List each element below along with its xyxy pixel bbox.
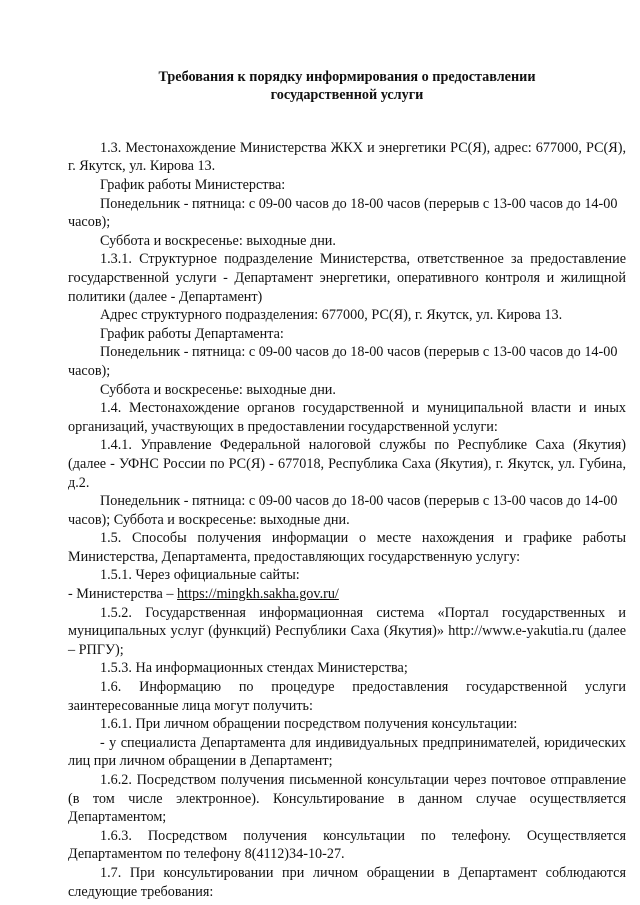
paragraph-1-3: 1.3. Местонахождение Министерства ЖКХ и энергетики РС(Я), адрес: 677000, РС(Я), г. Якутск, ул. Кирова 13. (68, 139, 626, 175)
paragraph-department-address: Адрес структурного подразделения: 677000, РС(Я), г. Якутск, ул. Кирова 13. (100, 307, 563, 324)
paragraph-1-7: 1.7. При консультировании при личном обращении в Департамент соблюдаются следующие требования: (68, 864, 626, 900)
paragraph-1-6-3: 1.6.3. Посредством получения консультации по телефону. Осуществляется Департаментом по телефону 8(4112)34-10-27. (68, 827, 626, 863)
paragraph-department-specialist: - у специалиста Департамента для индивидуальных предпринимателей, юридических лиц при личном обращении в Департамент; (68, 734, 626, 770)
ministry-site-label: - Министерства – (68, 586, 178, 603)
paragraph-1-6-1: 1.6.1. При личном обращении посредством получения консультации: (100, 716, 518, 733)
document-title (68, 68, 626, 105)
paragraph-1-4: 1.4. Местонахождение органов государственной и муниципальной власти и иных организаций, участвующих в предоставлении государственной услуги: (68, 400, 626, 435)
document-page (68, 68, 626, 901)
paragraph-department-weekend: Суббота и воскресенье: выходные дни. (100, 381, 336, 398)
paragraph-ufns-schedule: Понедельник - пятница: с 09-00 часов до 18-00 часов (перерыв с 13-00 часов до 14-00 часов); Суббота и воскресенье: выходные дни. (68, 493, 618, 528)
paragraph-1-5: 1.5. Способы получения информации о месте нахождения и графике работы Министерства, Департамента, предоставляющих государственную услугу: (68, 530, 626, 565)
paragraph-1-6: 1.6. Информацию по процедуре предоставления государственной услуги заинтересованные лица могут получить: (68, 679, 626, 714)
paragraph-1-5-1: 1.5.1. Через официальные сайты: (100, 567, 300, 584)
paragraph-department-schedule-heading: График работы Департамента: (100, 325, 284, 342)
paragraph-1-6-2: 1.6.2. Посредством получения письменной консультации через почтовое отправление (в том числе электронное). Консультирование в данном случае осуществляется Департаментом; (68, 772, 626, 826)
paragraph-1-4-1: 1.4.1. Управление Федеральной налоговой службы по Республике Саха (Якутия) (далее - УФНС России по РС(Я) - 677018, Республика Саха (Якутия), г. Якутск, ул. Губина, д.2. (68, 437, 626, 491)
paragraph-1-3-1: 1.3.1. Структурное подразделение Министерства, ответственное за предоставление государственной услуги - Департамент энергетики, оперативного контроля и жилищной политики (далее - Департамент) (68, 251, 626, 305)
title-line-2: государственной услуги (270, 87, 424, 104)
paragraph-department-weekdays: Понедельник - пятница: с 09-00 часов до 18-00 часов (перерыв с 13-00 часов до 14-00 часов); (68, 344, 618, 379)
paragraph-ministry-schedule-heading: График работы Министерства: (100, 177, 286, 193)
paragraph-ministry-weekdays: Понедельник - пятница: с 09-00 часов до 18-00 часов (перерыв с 13-00 часов до 14-00 часов); (68, 195, 618, 231)
paragraph-ministry-site (68, 585, 626, 604)
ministry-site-link[interactable]: https://mingkh.sakha.gov.ru/ (177, 586, 339, 603)
paragraph-1-5-2: 1.5.2. Государственная информационная система «Портал государственных и муниципальных услуг (функций) Республики Саха (Якутия)» http://www.e-yakutia.ru (далее – РПГУ); (68, 604, 626, 658)
paragraph-ministry-weekend: Суббота и воскресенье: выходные дни. (100, 232, 336, 249)
title-line-1: Требования к порядку информирования о предоставлении (158, 69, 536, 85)
paragraph-1-5-3: 1.5.3. На информационных стендах Министерства; (100, 660, 408, 677)
